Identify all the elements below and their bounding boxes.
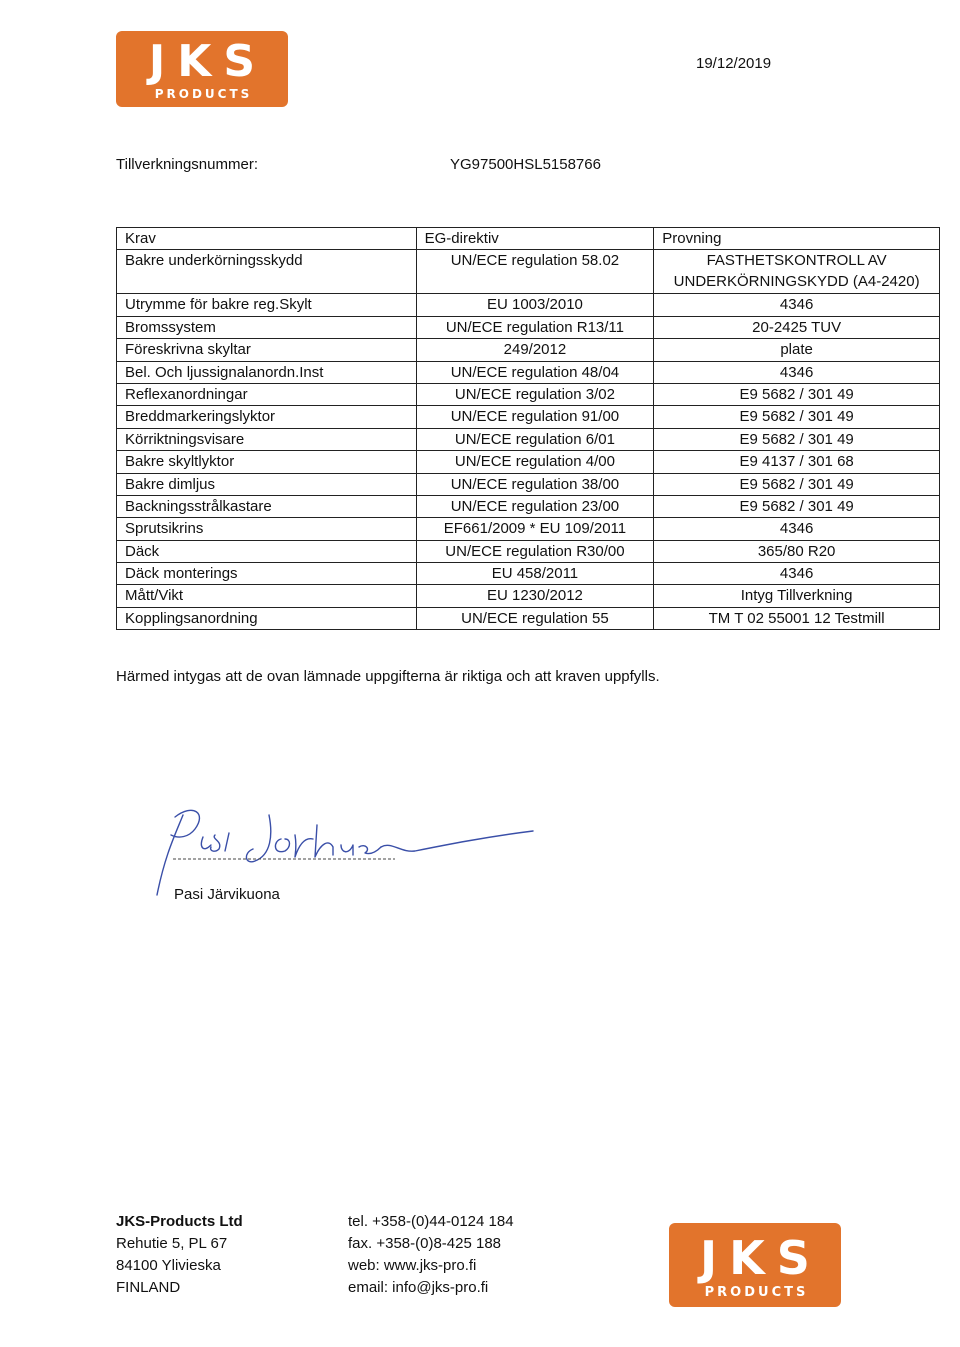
cell-directive: EU 1003/2010 <box>416 294 654 316</box>
company-logo <box>116 31 288 107</box>
table-row <box>117 563 940 585</box>
document-date: 19/12/2019 <box>696 55 772 72</box>
signer-name: Pasi Järvikuona <box>174 886 280 903</box>
header-krav: Krav <box>117 228 417 250</box>
cell-test: 4346 <box>654 563 940 585</box>
cell-requirement: Bakre dimljus <box>117 473 417 495</box>
cell-test: FASTHETSKONTROLL AV UNDERKÖRNINGSKYDD (A4-2420) <box>654 250 940 294</box>
footer-address-line: FINLAND <box>116 1279 181 1296</box>
cell-directive: 249/2012 <box>416 339 654 361</box>
footer-company-name: JKS-Products Ltd <box>116 1213 243 1230</box>
cell-requirement: Föreskrivna skyltar <box>117 339 417 361</box>
cell-directive: UN/ECE regulation 3/02 <box>416 383 654 405</box>
cell-test: E9 5682 / 301 49 <box>654 473 940 495</box>
cell-directive: UN/ECE regulation R13/11 <box>416 316 654 338</box>
cell-requirement: Kopplingsanordning <box>117 607 417 629</box>
cell-directive: UN/ECE regulation 48/04 <box>416 361 654 383</box>
cell-requirement: Breddmarkeringslyktor <box>117 406 417 428</box>
table-row <box>117 316 940 338</box>
logo-brand: JKS <box>700 1231 822 1285</box>
footer-web: web: www.jks-pro.fi <box>348 1257 477 1274</box>
footer-phone: tel. +358-(0)44-0124 184 <box>348 1213 514 1230</box>
header-eg-direktiv: EG-direktiv <box>416 228 654 250</box>
company-logo-footer <box>669 1223 841 1307</box>
cell-directive: UN/ECE regulation 58.02 <box>416 250 654 294</box>
cell-requirement: Sprutsikrins <box>117 518 417 540</box>
cell-requirement: Bakre skyltlyktor <box>117 451 417 473</box>
cell-requirement: Mått/Vikt <box>117 585 417 607</box>
table-row <box>117 585 940 607</box>
cell-directive: EU 458/2011 <box>416 563 654 585</box>
cell-requirement: Bromssystem <box>117 316 417 338</box>
cell-requirement: Reflexanordningar <box>117 383 417 405</box>
table-row <box>117 361 940 383</box>
table-row <box>117 383 940 405</box>
cell-directive: UN/ECE regulation 4/00 <box>416 451 654 473</box>
footer-fax: fax. +358-(0)8-425 188 <box>348 1235 502 1252</box>
cell-test: 20-2425 TUV <box>654 316 940 338</box>
cell-directive: UN/ECE regulation R30/00 <box>416 540 654 562</box>
footer-address-line: Rehutie 5, PL 67 <box>116 1235 228 1252</box>
table-row <box>117 518 940 540</box>
header-provning: Provning <box>654 228 940 250</box>
cell-directive: EU 1230/2012 <box>416 585 654 607</box>
table-row <box>117 294 940 316</box>
footer-address-line: 84100 Ylivieska <box>116 1257 221 1274</box>
manufacturing-number-value: YG97500HSL5158766 <box>450 156 601 173</box>
table-row <box>117 540 940 562</box>
logo-subtitle: PRODUCTS <box>704 1285 809 1300</box>
cell-requirement: Körriktningsvisare <box>117 428 417 450</box>
footer-contact-block <box>348 1211 514 1299</box>
cell-test: E9 5682 / 301 49 <box>654 495 940 517</box>
cell-test: E9 4137 / 301 68 <box>654 451 940 473</box>
cell-directive: UN/ECE regulation 91/00 <box>416 406 654 428</box>
cell-requirement: Bel. Och ljussignalanordn.Inst <box>117 361 417 383</box>
cell-requirement: Däck monterings <box>117 563 417 585</box>
table-row <box>117 339 940 361</box>
table-row <box>117 473 940 495</box>
table-row <box>117 406 940 428</box>
cell-directive: UN/ECE regulation 23/00 <box>416 495 654 517</box>
table-row <box>117 250 940 294</box>
logo-subtitle: PRODUCTS <box>154 87 253 101</box>
cell-directive: UN/ECE regulation 6/01 <box>416 428 654 450</box>
table-row <box>117 428 940 450</box>
footer-company-block <box>116 1211 243 1299</box>
cell-test: Intyg Tillverkning <box>654 585 940 607</box>
cell-test: E9 5682 / 301 49 <box>654 383 940 405</box>
logo-brand: JKS <box>148 36 268 87</box>
cell-test: E9 5682 / 301 49 <box>654 406 940 428</box>
cell-test: 365/80 R20 <box>654 540 940 562</box>
cell-directive: UN/ECE regulation 38/00 <box>416 473 654 495</box>
table-row <box>117 607 940 629</box>
cell-requirement: Bakre underkörningsskydd <box>117 250 417 294</box>
requirements-table <box>116 227 940 630</box>
cell-directive: EF661/2009 * EU 109/2011 <box>416 518 654 540</box>
table-header-row <box>117 228 940 250</box>
cell-test: plate <box>654 339 940 361</box>
cell-test: E9 5682 / 301 49 <box>654 428 940 450</box>
cell-test: 4346 <box>654 361 940 383</box>
footer-email: email: info@jks-pro.fi <box>348 1279 489 1296</box>
cell-requirement: Däck <box>117 540 417 562</box>
cell-requirement: Backningsstrålkastare <box>117 495 417 517</box>
certification-statement: Härmed intygas att de ovan lämnade uppgifterna är riktiga och att kraven uppfylls. <box>116 668 660 685</box>
table-row <box>117 495 940 517</box>
cell-test: 4346 <box>654 294 940 316</box>
cell-test: 4346 <box>654 518 940 540</box>
manufacturing-number-label: Tillverkningsnummer: <box>116 156 258 173</box>
cell-requirement: Utrymme för bakre reg.Skylt <box>117 294 417 316</box>
cell-directive: UN/ECE regulation 55 <box>416 607 654 629</box>
cell-test: TM T 02 55001 12 Testmill <box>654 607 940 629</box>
table-row <box>117 451 940 473</box>
